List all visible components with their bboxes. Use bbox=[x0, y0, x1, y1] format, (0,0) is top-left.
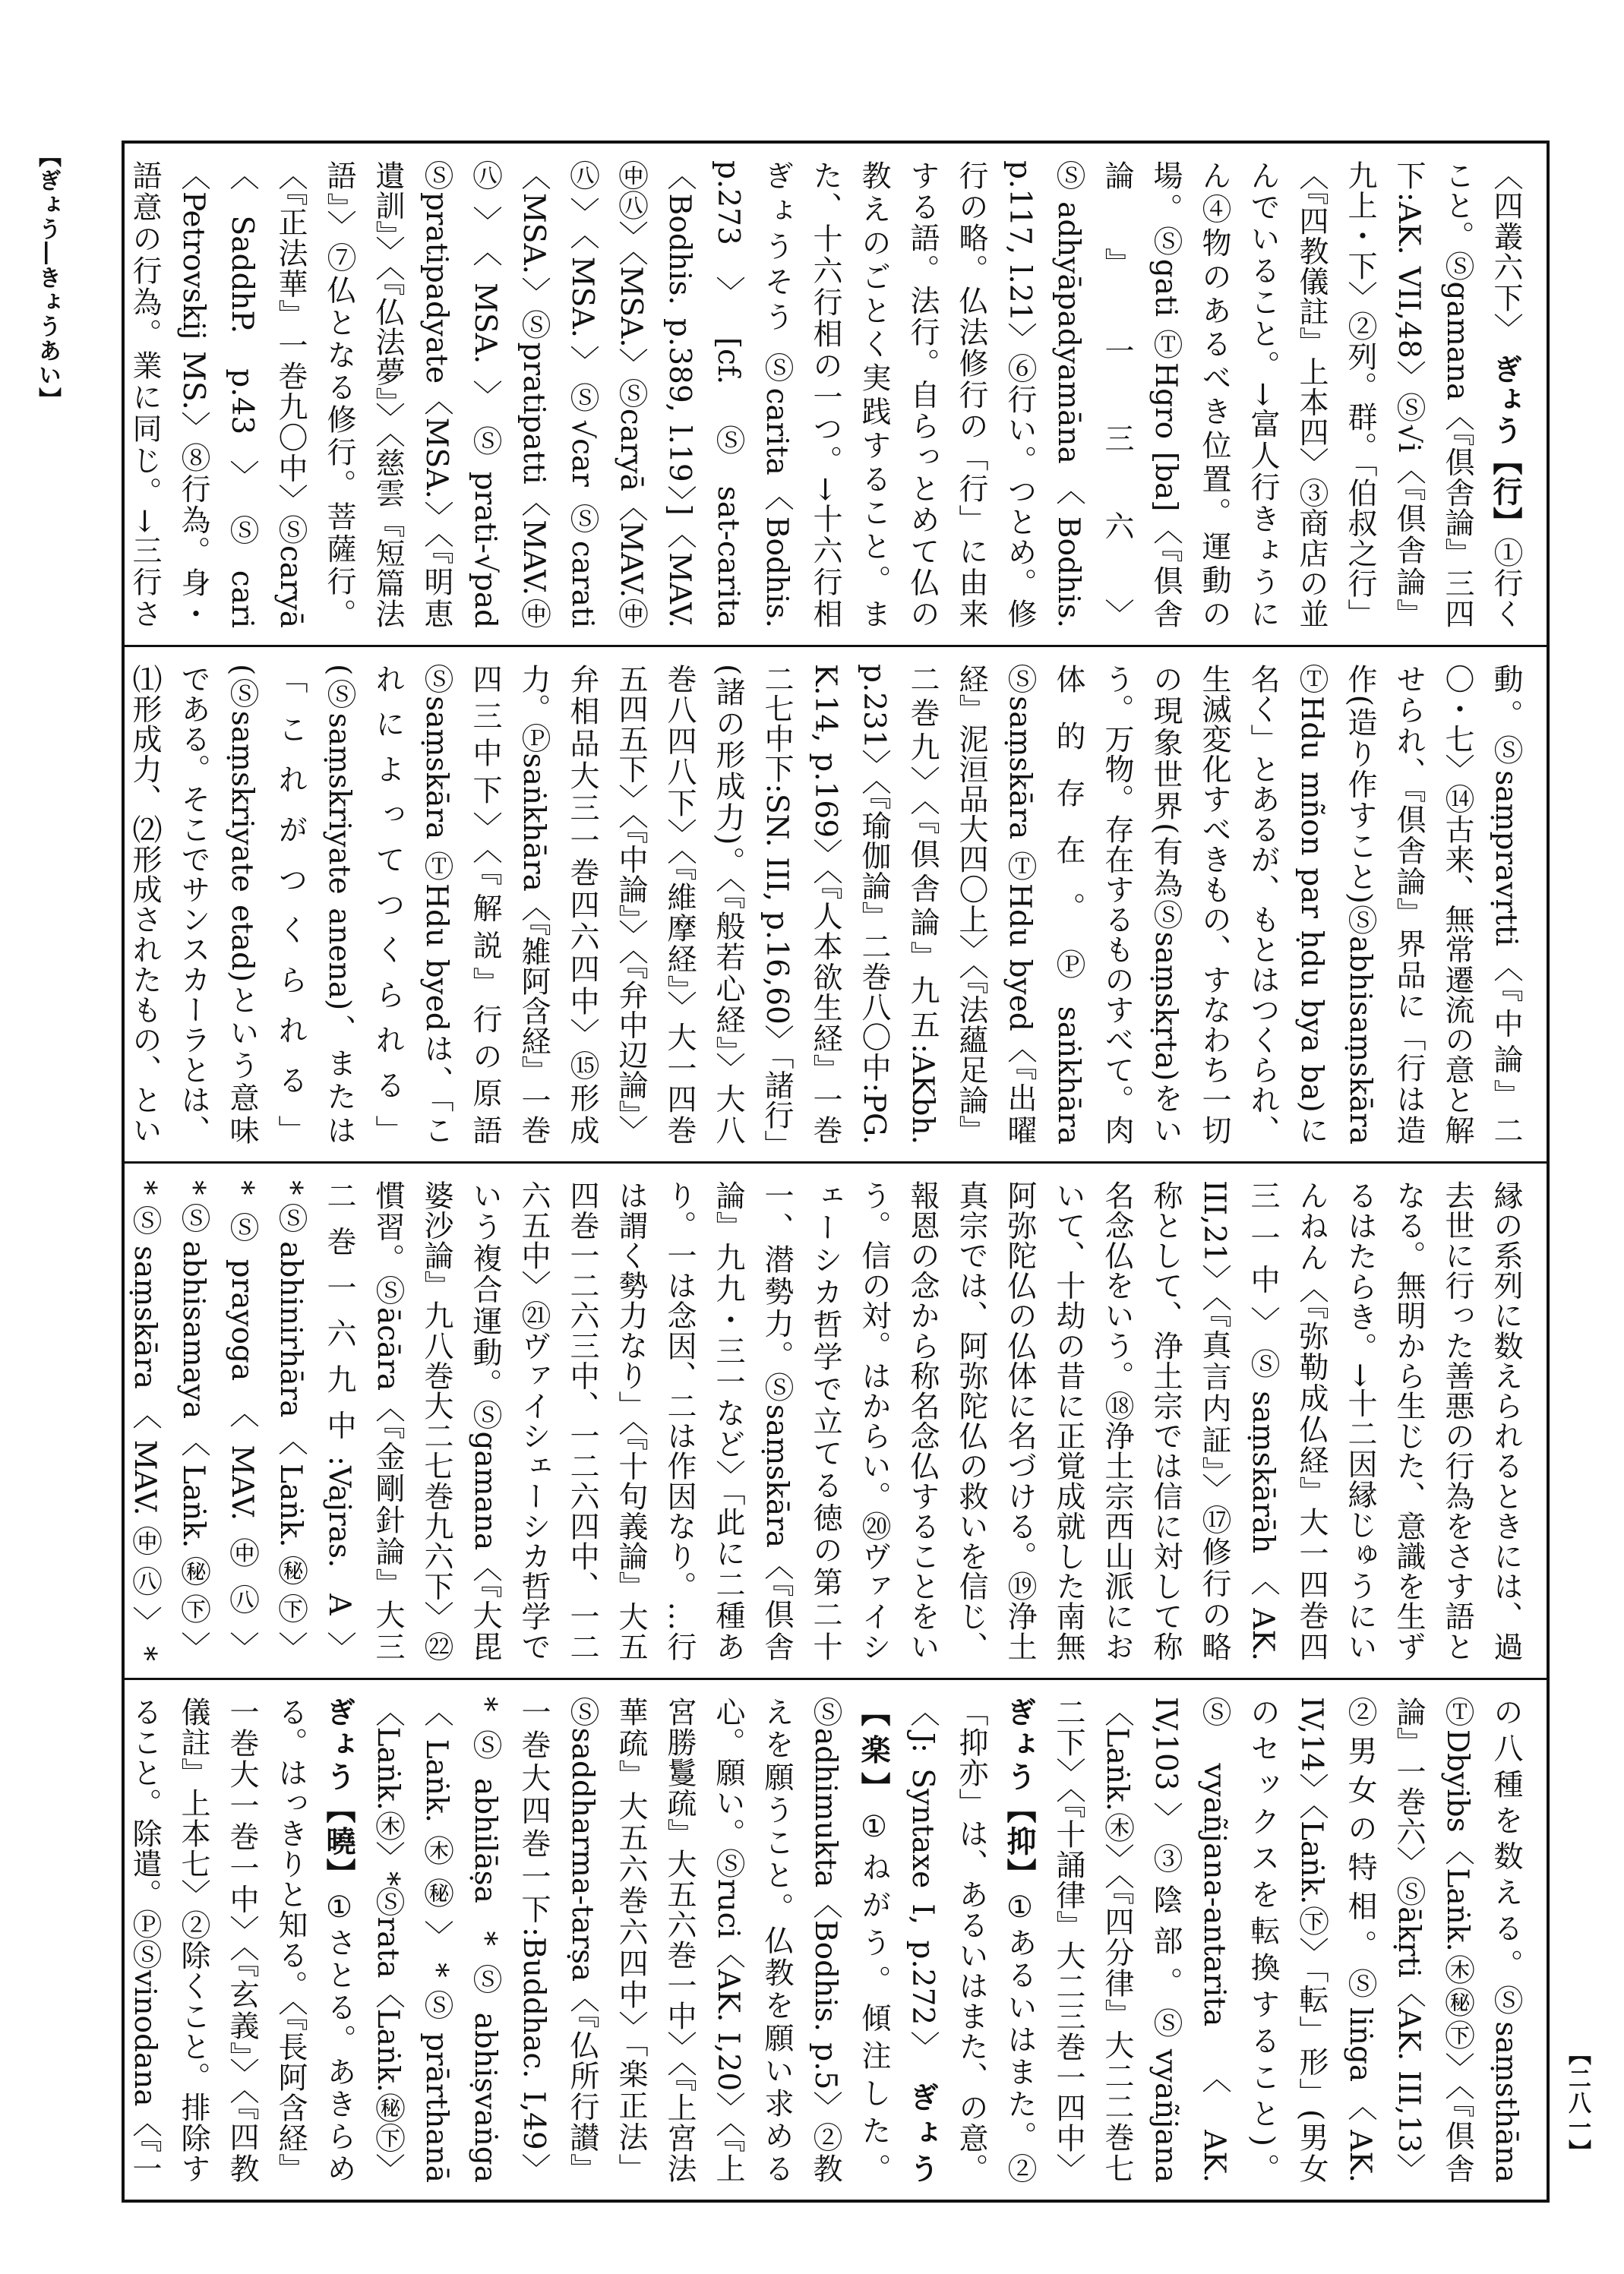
entry-headword: ぎょう【抑】 bbox=[1002, 1697, 1037, 1890]
entry-headword: ぎょう【行】 bbox=[1488, 354, 1523, 538]
entry-text: ①あるいはまた。②「抑亦」は、あるいはまた、の意。〈J: Syntaxe I, p.272〉 bbox=[905, 1697, 1037, 2183]
entry-text: 〈四叢六下〉 bbox=[1489, 160, 1523, 355]
running-head: 【ぎょう―きょうあい】 bbox=[34, 144, 61, 412]
entry-text: ①さとる。あきらめる。はっきりと知る。〈『長阿含経』一巻大一巻一中〉〈『玄義』〉〈『四教儀註』上本七〉②除くこと。排除すること。除遣。ⓅⓈvinodana〈『一 bbox=[128, 1697, 356, 2183]
entry-text: 動。Ⓢsaṃpravṛtti〈『中論』二〇・七〉⑭古来、無常遷流の意と解せられ、『倶舎論』界品に「行は造作(造り作すこと)Ⓢabhisaṃskāra ⓉHdu mñon par ḥdu bya ba)に名く」とあるが、もとはつくられ、生滅変化すべきもの、すなわち一切の現象世界(有為Ⓢsaṃskṛta)をいう。万物。存在するものすべて。肉体的存在。Ⓟsaṅkhāra Ⓢsaṃskāra ⓉHdu byed〈『出曜経』泥洹品大四〇上〉〈『法蘊足論』二巻九〉〈『倶舎論』九五:AKbh. p.231〉〈『瑜伽論』二巻八〇中:PG. K.14, p.169〉〈『人本欲生経』一巻二七中下:SN. III, p.16,60〉「諸行」(諸の形成力)。〈『般若心経』〉大八巻八四八下〉〈『維摩経』〉大一四巻五四五下〉〈『中論』〉〈『弁中辺論』〉弁相品大三一巻四六四中〉⑮形成力。Ⓟsaṅkhāra〈『雑阿含経』一巻四三中下〉〈『解説』行の原語Ⓢsaṃskāra ⓉHdu byedは、「これによってつくられる」(Ⓢsaṃskriyate anena)、または「これがつくられる」(Ⓢsaṃskriyate etad)という意味である。そこでサンスカーラとは、⑴形成力、⑵形成されたもの、とい bbox=[128, 664, 1523, 1145]
entry-headword: ぎょう【楽】 bbox=[856, 1697, 940, 2183]
text-tier-2 bbox=[125, 645, 1547, 1161]
entry-headword: ぎょう【曉】 bbox=[321, 1697, 356, 1890]
entry-text: ①ねがう。傾注した。Ⓢadhimukta〈Bodhis. p.5〉②教えを願うこと。仏教を願い求める心。願い。Ⓢruci〈AK. I,20〉〈『上宮勝鬘疏』大五六巻一中〉〈『上宮法華疏』大五六巻六四中〉「楽正法」Ⓢsaddharma-tarṣa〈『仏所行讃』一巻大四巻一下:Buddhac. I,49〉*Ⓢabhilāṣa *Ⓢabhiṣvaṅga〈Laṅk.㊍㊙〉*Ⓢprārthanā〈Laṅk.㊍〉*Ⓢrata〈Laṅk.㊙㊦〉 bbox=[371, 1697, 891, 2184]
text-tier-1 bbox=[125, 144, 1547, 645]
entry-text: の八種を数える。Ⓢsaṃsthāna ⓉDbyibs〈Laṅk.㊍㊙㊦〉〈『倶舎論』一巻六〉Ⓢākṛti〈AK. III,13〉②男女の特相。Ⓢliṅga〈AK. IV,14〉〈Laṅk.㊦〉「転」形」(男女のセックスを転換すること)。Ⓢvyañjana-antarita〈AK. IV,103〉③陰部。Ⓢvyañjana〈Laṅk.㊍〉〈『四分律』大二二巻七二下〉〈『十誦律』大二三巻一四中〉 bbox=[1051, 1697, 1523, 2183]
entry-text: ①行くこと。Ⓢgamana〈『倶舎論』三四下:AK. VII,48〉Ⓢ√i〈『倶舎論』九上・下〉②列。群。「伯叔之行」〈『四教儀註』上本四〉③商店の並んでいること。→富人行きょうにん④物のあるべき位置。運動の場。Ⓢgati ⓉHgro [ba]〈『倶舎論』一三六〉Ⓢadhyāpadyamāna〈Bodhis. p.117, l.21〉⑥行い。つとめ。修行の略。仏法修行の「行」に由来する語。法行。自らっとめて仏の教えのごとく実践すること。また、十六行相の一つ。→十六行相ぎょうそう Ⓢcarita〈Bodhis. p.273〉[cf. Ⓢsat-carita〈Bodhis. p.389, l.19〉]〈MAV.㊥㊇〉〈MSA.〉Ⓢcaryā〈MAV.㊥㊇〉〈MSA.〉Ⓢ√car Ⓢcarati〈MSA.〉Ⓢpratipatti〈MAV.㊥㊇〉〈MSA.〉Ⓢprati-√pad Ⓢpratipadyate〈MSA.〉〈『明恵遺訓』〉〈『仏法夢』〉〈慈雲『短篇法語』〉⑦仏となる修行。菩薩行。〈『正法華』一巻九〇中〉Ⓢcaryā〈SaddhP. p.43〉Ⓢcari〈Petrovskij MS.〉⑧行為。身・語意の行為。業に同じ。→三行さ bbox=[128, 160, 1523, 628]
dictionary-page-frame bbox=[122, 141, 1550, 2203]
text-tier-4 bbox=[125, 1678, 1547, 2200]
page-number: 【二八一】 bbox=[1564, 2042, 1591, 2164]
entry-text: 縁の系列に数えられるときには、過去世に行った善悪の行為をさす語となる。無明から生じた、意識を生ずるはたらき。→十二因縁じゅうにいんねん〈『弥勒成仏経』大一四巻四三一中〉Ⓢsaṃskārāh〈AK. III,21〉〈『真言内証』〉⑰修行の略称として、浄土宗では信に対して称名念仏をいう。⑱浄土宗西山派において、十劫の昔に正覚成就した南無阿弥陀仏の仏体に名づける。⑲浄土真宗では、阿弥陀仏の救いを信じ、報恩の念から称名念仏することをいう。信の対。はからい。⑳ヴァイシェーシカ哲学で立てる徳の第二十一、潜勢力。Ⓢsaṃskāra〈『倶舎論』九九・三一など〉「此に二種あり。一は念因、二は作因なり。…行は謂く勢力なり」〈『十句義論』大五四巻一二六三中、一二六四中、一二六五中〉㉑ヴァイシェーシカ哲学でいう複合運動。Ⓢgamana〈『大毘婆沙論』九八巻大二七巻九六下〉㉒慣習。Ⓢācāra〈『金剛針論』大三二巻一六九中:Vajras. A〉*Ⓢabhinirhāra〈Laṅk.㊙㊦〉*Ⓢprayoga〈MAV.㊥㊇〉*Ⓢabhisamaya〈Laṅk.㊙㊦〉*Ⓢsaṃskāra〈MAV.㊥㊇〉* bbox=[128, 1180, 1523, 1661]
text-tier-3 bbox=[125, 1161, 1547, 1678]
